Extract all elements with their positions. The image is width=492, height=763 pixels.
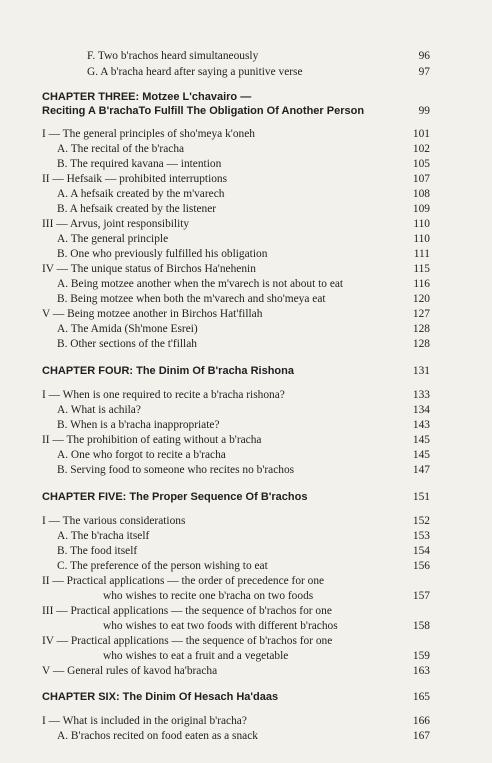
entry-title: B. The food itself	[57, 545, 138, 557]
toc-entry	[0, 463, 492, 477]
entry-title: II — The prohibition of eating without a b'racha	[42, 434, 262, 446]
page-number: 145	[412, 449, 430, 461]
toc-entry	[0, 337, 492, 351]
toc-entry	[0, 127, 492, 141]
entry-title: A. The recital of the b'racha	[57, 143, 185, 155]
page-number: 109	[412, 203, 430, 215]
toc-entry	[0, 65, 492, 79]
page-number: 96	[418, 50, 430, 62]
toc-entry	[0, 217, 492, 231]
entry-title: A. A hefsaik created by the m'varech	[57, 188, 225, 200]
toc-entry	[0, 247, 492, 261]
toc-entry	[0, 388, 492, 402]
entry-title: F. Two b'rachos heard simultaneously	[87, 50, 259, 62]
toc-entry	[0, 49, 492, 63]
page-number: 128	[412, 338, 430, 350]
entry-title: B. Serving food to someone who recites no b'rachos	[57, 464, 295, 476]
toc-entry	[0, 172, 492, 186]
entry-title: IV — Practical applications — the sequence of b'rachos for one	[42, 635, 333, 647]
chapter-heading	[0, 90, 492, 104]
page-number: 111	[413, 248, 430, 260]
toc-entry	[0, 544, 492, 558]
entry-title: II — Practical applications — the order of precedence for one	[42, 575, 325, 587]
toc-entry	[0, 157, 492, 171]
page-number: 134	[412, 404, 430, 416]
toc-entry	[0, 202, 492, 216]
page-number: 167	[412, 730, 430, 742]
page-number: 152	[412, 515, 430, 527]
entry-title: A. The b'racha itself	[57, 530, 150, 542]
page-number: 157	[412, 590, 430, 602]
toc-entry	[0, 418, 492, 432]
entry-title: I — The various considerations	[42, 515, 186, 527]
page-number: 97	[418, 66, 430, 78]
chapter-title: CHAPTER FOUR: The Dinim Of B'racha Rishona	[42, 365, 294, 377]
page-number: 147	[412, 464, 430, 476]
page-number: 99	[418, 105, 430, 117]
toc-entry	[0, 232, 492, 246]
page-number: 131	[412, 365, 430, 377]
entry-title: A. The Amida (Sh'mone Esrei)	[57, 323, 198, 335]
page-number: 116	[413, 278, 430, 290]
toc-entry	[0, 589, 492, 603]
entry-title: IV — The unique status of Birchos Ha'nehenin	[42, 263, 256, 275]
page-number: 120	[412, 293, 430, 305]
page-number: 128	[412, 323, 430, 335]
page-number: 165	[412, 691, 430, 703]
page-number: 133	[412, 389, 430, 401]
entry-title: who wishes to recite one b'racha on two foods	[103, 590, 314, 602]
toc-entry	[0, 262, 492, 276]
entry-title: A. One who forgot to recite a b'racha	[57, 449, 226, 461]
toc-entry	[0, 574, 492, 588]
toc-entry	[0, 714, 492, 728]
page-number: 110	[413, 233, 430, 245]
toc-entry	[0, 142, 492, 156]
page-number: 159	[412, 650, 430, 662]
toc-entry	[0, 277, 492, 291]
page-number: 110	[413, 218, 430, 230]
chapter-title: CHAPTER FIVE: The Proper Sequence Of B'rachos	[42, 491, 308, 503]
page-number: 127	[412, 308, 430, 320]
chapter-title: CHAPTER THREE: Motzee L'chavairo —	[42, 91, 252, 103]
page-number: 166	[412, 715, 430, 727]
entry-title: B. When is a b'racha inappropriate?	[57, 419, 220, 431]
entry-title: A. What is achila?	[57, 404, 141, 416]
toc-entry	[0, 604, 492, 618]
page-number: 101	[412, 128, 430, 140]
page-number: 102	[412, 143, 430, 155]
page-number: 143	[412, 419, 430, 431]
chapter-heading	[0, 364, 492, 378]
entry-title: A. B'rachos recited on food eaten as a snack	[57, 730, 258, 742]
entry-title: B. The required kavana — intention	[57, 158, 222, 170]
chapter-heading	[0, 690, 492, 704]
toc-entry	[0, 529, 492, 543]
toc-entry	[0, 292, 492, 306]
page-number: 108	[412, 188, 430, 200]
entry-title: B. A hefsaik created by the listener	[57, 203, 217, 215]
chapter-title: Reciting A B'rachaTo Fulfill The Obligation Of Another Person	[42, 105, 365, 117]
toc-entry	[0, 649, 492, 663]
toc-entry	[0, 307, 492, 321]
entry-title: I — What is included in the original b'racha?	[42, 715, 247, 727]
toc-entry	[0, 322, 492, 336]
entry-title: I — When is one required to recite a b'racha rishona?	[42, 389, 285, 401]
entry-title: III — Arvus, joint responsibility	[42, 218, 190, 230]
page-number: 156	[412, 560, 430, 572]
toc-entry	[0, 187, 492, 201]
toc-entry	[0, 664, 492, 678]
entry-title: V — General rules of kavod ha'bracha	[42, 665, 218, 677]
page-number: 145	[412, 434, 430, 446]
entry-title: C. The preference of the person wishing to eat	[57, 560, 268, 572]
entry-title: II — Hefsaik — prohibited interruptions	[42, 173, 228, 185]
entry-title: B. Other sections of the t'fillah	[57, 338, 197, 350]
page-number: 105	[412, 158, 430, 170]
page-number: 115	[413, 263, 430, 275]
page-number: 154	[412, 545, 430, 557]
page-number: 153	[412, 530, 430, 542]
toc-entry	[0, 403, 492, 417]
entry-title: who wishes to eat a fruit and a vegetable	[103, 650, 289, 662]
chapter-heading	[0, 490, 492, 504]
toc-entry	[0, 729, 492, 743]
toc-entry	[0, 433, 492, 447]
chapter-title: CHAPTER SIX: The Dinim Of Hesach Ha'daas	[42, 691, 279, 703]
entry-title: who wishes to eat two foods with different b'rachos	[103, 620, 338, 632]
entry-title: V — Being motzee another in Birchos Hat'fillah	[42, 308, 263, 320]
chapter-heading	[0, 104, 492, 118]
toc-entry	[0, 619, 492, 633]
entry-title: G. A b'racha heard after saying a punitive verse	[87, 66, 303, 78]
entry-title: III — Practical applications — the sequence of b'rachos for one	[42, 605, 332, 617]
entry-title: A. Being motzee another when the m'varech is not about to eat	[57, 278, 344, 290]
entry-title: A. The general principle	[57, 233, 169, 245]
entry-title: B. One who previously fulfilled his obligation	[57, 248, 268, 260]
page-number: 158	[412, 620, 430, 632]
toc-entry	[0, 514, 492, 528]
page-number: 151	[412, 491, 430, 503]
page-number: 107	[412, 173, 430, 185]
toc-entry	[0, 634, 492, 648]
entry-title: B. Being motzee when both the m'varech and sho'meya eat	[57, 293, 326, 305]
entry-title: I — The general principles of sho'meya k'oneh	[42, 128, 255, 140]
page-number: 163	[412, 665, 430, 677]
toc-entry	[0, 448, 492, 462]
toc-entry	[0, 559, 492, 573]
